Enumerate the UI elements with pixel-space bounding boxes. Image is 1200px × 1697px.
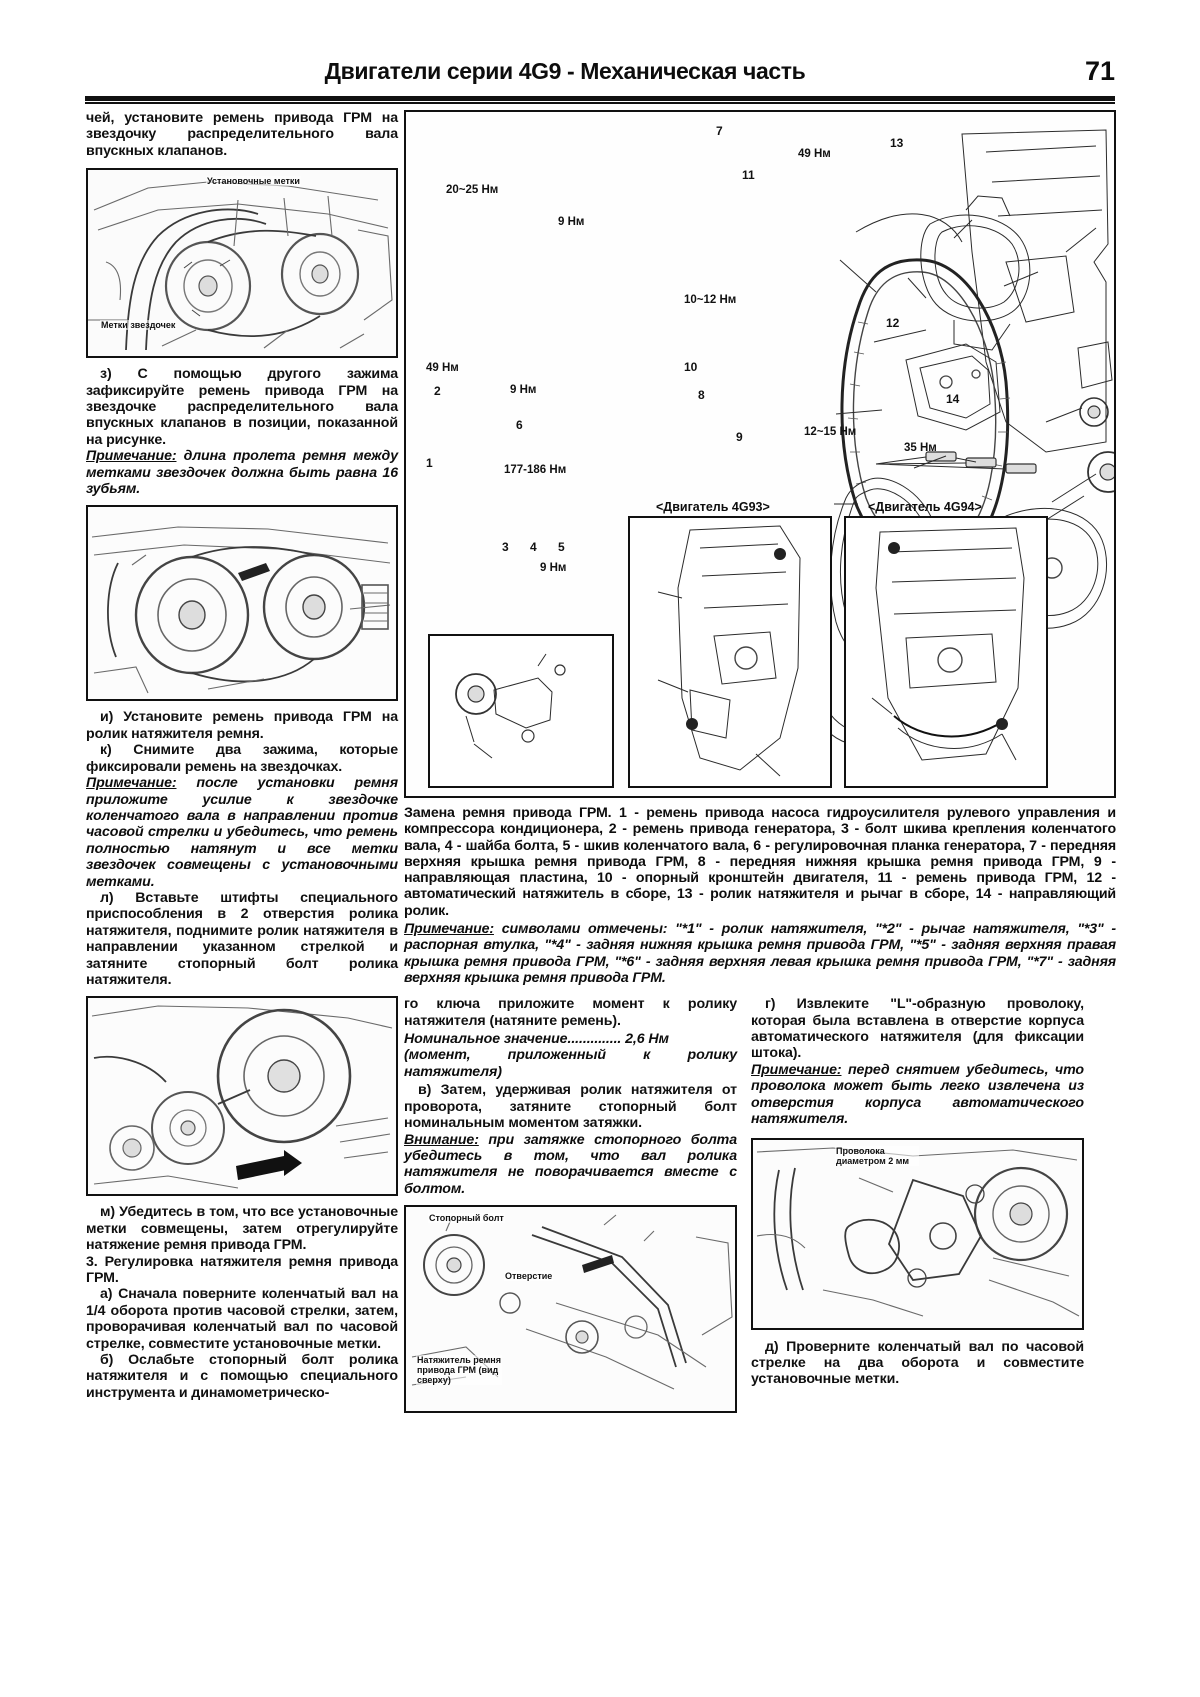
- torque-9-b: 9 Нм: [510, 384, 537, 396]
- callout-11: 11: [742, 168, 755, 182]
- figure-sub-detail: [428, 634, 614, 788]
- left-para-8: а) Сначала поверните коленчатый вал на 1/4 оборота против часовой стрелки, затем, проворачивая коленчатый вал по часовой стрелке, совместите установочные метки.: [86, 1286, 398, 1352]
- left-column: [86, 110, 398, 1401]
- callout-2: 2: [434, 384, 441, 398]
- figure-label-tensioner-top: Натяжитель ремня привода ГРМ (вид сверху): [417, 1355, 501, 1386]
- caption-title: Замена ремня привода ГРМ.: [404, 805, 612, 821]
- figure-label-stopper-bolt: Стопорный болт: [429, 1213, 504, 1224]
- figure-tensioner-top-view: [404, 1205, 737, 1413]
- sub-4g94-title: <Двигатель 4G94>: [868, 500, 982, 514]
- left-note-2: [86, 775, 398, 890]
- header-rule: [85, 96, 1115, 101]
- left-note-1-label: Примечание:: [86, 448, 177, 465]
- left-note-1: [86, 448, 398, 497]
- mid-spec-dots: ..............: [567, 1031, 622, 1048]
- sub-4g93-title: <Двигатель 4G93>: [656, 500, 770, 514]
- figure-sub-4g94: [844, 516, 1048, 788]
- mid-spec-sub: (момент, приложенный к ролику натяжителя): [404, 1047, 737, 1080]
- torque-49-a: 49 Нм: [426, 362, 459, 374]
- right-para-g: г) Извлеките "L"-образную проволоку, которая была вставлена в отверстие корпуса автоматического натяжителя (для фиксации штока).: [751, 996, 1084, 1062]
- figure-label-wire-2mm: Проволока диаметром 2 мм: [835, 1146, 919, 1166]
- right-note: [751, 1062, 1084, 1128]
- caption-body: 1 - ремень привода насоса гидроусилителя рулевого управления и компрессора кондиционера, 2 - ремень привода генератора, 3 - болт шкива крепления коленчатого вала, 4 - шайба болта, 5 - шкив коленчатого вала, 6 - регулировочная планка генератора, 7 - передняя верхняя крышка ремня привода ГРМ, 8 - передняя нижняя крышка ремня привода ГРМ, 9 - направляющая пластина, 10 - опорный кронштейн двигателя, 11 - ремень привода ГРМ, 12 - автоматический натяжитель в сборе, 13 - ролик натяжителя и рычаг в сборе, 14 - направляющий ролик.: [404, 805, 1117, 919]
- callout-10: 10: [684, 360, 698, 374]
- right-para-d: д) Проверните коленчатый вал по часовой стрелке на два оборота и совместите установочные метки.: [751, 1338, 1084, 1388]
- callout-14: 14: [946, 392, 960, 406]
- page-number: 71: [1084, 56, 1115, 86]
- left-para-3: и) Установите ремень привода ГРМ на ролик натяжителя ремня.: [86, 709, 398, 742]
- callout-3: 3: [502, 540, 509, 554]
- figure-timing-marks: [86, 168, 398, 358]
- torque-49-b: 49 Нм: [798, 148, 831, 160]
- mid-column: [404, 996, 737, 1413]
- left-note-1-body: длина пролета ремня между метками звездочек должна быть равна 16 зубьям.: [86, 448, 398, 498]
- left-para-6: м) Убедитесь в том, что все установочные метки совмещены, затем отрегулируйте натяжение ремня привода ГРМ.: [86, 1204, 398, 1254]
- mid-spec-label: Номинальное значение: [404, 1031, 568, 1048]
- callout-4: 4: [530, 540, 537, 554]
- left-para-2: з) С помощью другого зажима зафиксируйте ремень привода ГРМ на звездочке распределительного вала впускных клапанов в позиции, показанной на рисунке.: [86, 366, 398, 448]
- diagram-caption: [404, 805, 1116, 986]
- torque-9-a: 9 Нм: [558, 216, 585, 228]
- mid-para-v: в) Затем, удерживая ролик натяжителя от проворота, затяните стопорный болт номинальным моментом затяжки.: [404, 1082, 737, 1132]
- figure-label-sprocket-marks: Метки звездочек: [101, 320, 176, 331]
- torque-10-12: 10~12 Нм: [684, 294, 737, 306]
- right-side: [404, 110, 1116, 1413]
- caption-note: [404, 921, 1116, 986]
- torque-12-15: 12~15 Нм: [804, 426, 857, 438]
- mid-para-cont: го ключа приложите момент к ролику натяжителя (натяните ремень).: [404, 996, 737, 1029]
- mid-warning-label: Внимание:: [404, 1131, 479, 1148]
- callout-8: 8: [698, 388, 705, 402]
- torque-35: 35 Нм: [904, 442, 937, 454]
- left-para-7: 3. Регулировка натяжителя ремня привода ГРМ.: [86, 1253, 398, 1286]
- figure-l-shaped-wire: [751, 1138, 1084, 1330]
- mid-spec-value: 2,6 Нм: [625, 1031, 669, 1048]
- left-para-9: б) Ослабьте стопорный болт ролика натяжителя и с помощью специального инструмента и динамометрическо-: [86, 1352, 398, 1401]
- callout-1: 1: [426, 456, 433, 470]
- left-note-2-body: после установки ремня приложите усилие к звездочке коленчатого вала в направлении против часовой стрелки и убедитесь, что ремень полностью натянут и все метки звездочек совмещены с установочными метками.: [86, 775, 398, 890]
- figure-belt-clamp: [86, 505, 398, 701]
- left-para-4: к) Снимите два зажима, которые фиксировали ремень на звездочках.: [86, 742, 398, 775]
- right-column: [751, 996, 1084, 1413]
- figure-tensioner-arrow: [86, 996, 398, 1196]
- header-rule-thin: [85, 102, 1115, 104]
- page-title: Двигатели серии 4G9 - Механическая часть: [324, 58, 806, 84]
- torque-9-c: 9 Нм: [540, 562, 567, 574]
- mid-warning-body: при затяжке стопорного болта убедитесь в том, что вал ролика натяжителя не поворачивается вместе с болтом.: [404, 1131, 737, 1197]
- callout-9: 9: [736, 430, 743, 444]
- right-note-body: перед снятием убедитесь, что проволока может быть легко извлечена из отверстия корпуса автоматического натяжителя.: [751, 1061, 1084, 1128]
- figure-label-install-marks: Установочные метки: [207, 176, 300, 187]
- left-para-1: чей, установите ремень привода ГРМ на звездочку распределительного вала впускных клапанов.: [86, 110, 398, 159]
- figure-sub-4g93: [628, 516, 832, 788]
- callout-5: 5: [558, 540, 565, 554]
- mid-warning: [404, 1132, 737, 1198]
- left-para-5: л) Вставьте штифты специального приспособления в 2 отверстия ролика натяжителя, поднимите ролик натяжителя в направлении указанном стрелкой и затяните стопорный болт ролика натяжителя.: [86, 889, 398, 988]
- lower-two-columns: [404, 996, 1116, 1413]
- caption-note-label: Примечание:: [404, 921, 494, 938]
- callout-7: 7: [716, 124, 723, 138]
- mid-spec-line: [404, 1031, 737, 1047]
- torque-177-186: 177-186 Нм: [504, 464, 567, 476]
- callout-13: 13: [890, 136, 904, 150]
- figure-label-hole: Отверстие: [505, 1271, 553, 1282]
- figure-main-exploded-diagram: [404, 110, 1116, 798]
- callout-12: 12: [886, 316, 900, 330]
- caption-note-body: символами отмечены: "*1" - ролик натяжителя, "*2" - рычаг натяжителя, "*3" - распорная втулка, "*4" - задняя нижняя крышка ремня привода ГРМ, "*5" - задняя верхняя правая крышка ремня привода ГРМ, "*6" - задняя верхняя левая крышка ремня привода ГРМ, "*7" - задняя верхняя крышка ремня привода ГРМ.: [404, 921, 1116, 986]
- callout-6: 6: [516, 418, 523, 432]
- left-note-2-label: Примечание:: [86, 775, 177, 792]
- torque-20-25: 20~25 Нм: [446, 184, 499, 196]
- right-note-label: Примечание:: [751, 1061, 842, 1078]
